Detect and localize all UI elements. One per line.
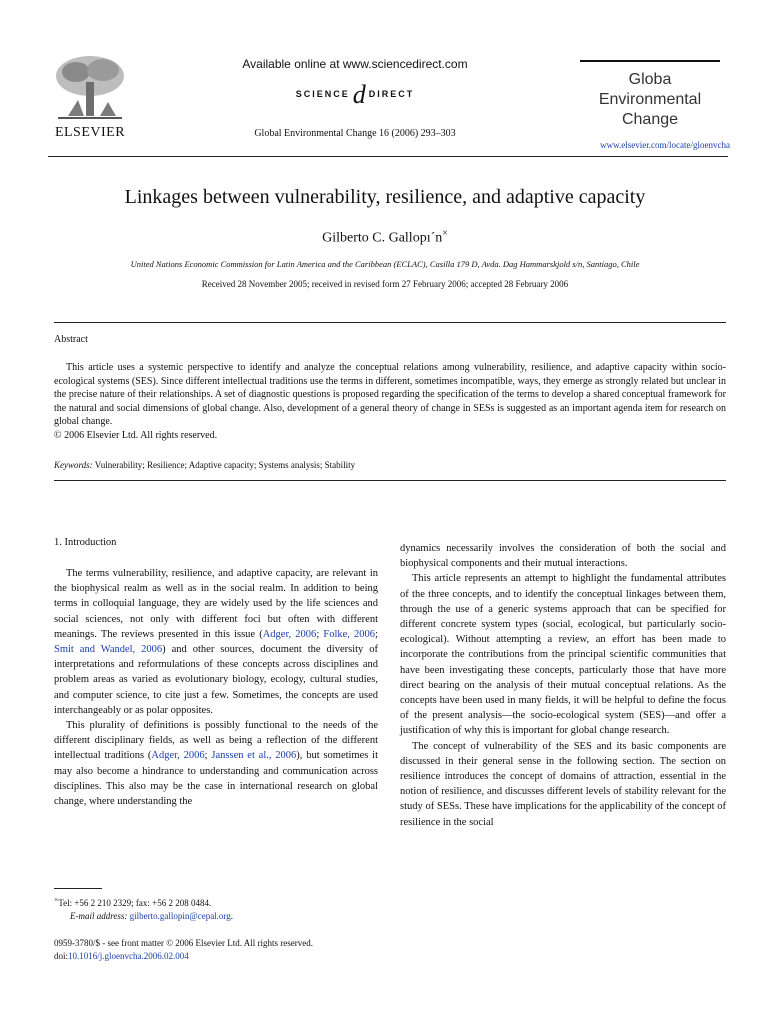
- citation-link[interactable]: Smit and Wandel, 2006: [54, 644, 163, 656]
- paragraph: This article represents an attempt to highlight the fundamental attributes of the three concepts, and to identify the conceptual linkages between them, through the use of a generic systems approach that can be specified for different concrete system types (social, ecological, but particularly socio-ecological). Without attempting a review, an effort has been made to incorporate the contributions from the principal scientific communities that have been investigating these concepts, particularly those that have more direct bearing on the analysis of their mutual conceptual relations. As the concepts have been used in many fields, it will be helpful to define the focus of the present analysis—the socio-ecological system (SES)—and offer a justification of why this is important for global change research.: [400, 573, 726, 737]
- citation-separator: ;: [375, 628, 378, 640]
- doi-line: [54, 950, 454, 963]
- column-left: [54, 566, 378, 809]
- abstract-copyright: © 2006 Elsevier Ltd. All rights reserved.: [54, 430, 218, 441]
- doi-link[interactable]: 10.1016/j.gloenvcha.2006.02.004: [68, 951, 189, 961]
- paragraph: dynamics necessarily involves the consideration of both the social and biophysical components and their mutual interactions.: [400, 543, 726, 570]
- received-dates: Received 28 November 2005; received in revised form 27 February 2006; accepted 28 February 2006: [201, 279, 569, 289]
- footnote-contact: [54, 893, 378, 910]
- journal-brand: [580, 60, 720, 130]
- issn-line: 0959-3780/$ - see front matter © 2006 Elsevier Ltd. All rights reserved.: [54, 938, 314, 948]
- paragraph: The concept of vulnerability of the SES and its basic components are discussed in their general sense in the following section. The section on resilience introduces the concept of domains of attraction, essential in the notion of resilience, and discusses different levels of stability relevant for the study of SESs. These have implications for the applicability of the concept of resilience in the social: [400, 740, 726, 828]
- keywords: [54, 460, 726, 470]
- footnote-mark: ×: [54, 895, 59, 904]
- email-label: E-mail address:: [70, 911, 128, 921]
- journal-citation: Global Environmental Change 16 (2006) 293–303: [254, 128, 456, 139]
- sciencedirect-at-icon: d: [352, 80, 366, 109]
- journal-url-link[interactable]: www.elsevier.com/locate/gloenvcha: [600, 140, 730, 150]
- paragraph-text: The terms vulnerability, resilience, and adaptive capacity, are relevant in the biophysical realm as well as in the social realm. In addition to being terms in colloquial language, they are widely used by the life sciences and social sciences, not only with different foci but often with different meanings. The reviews presented in this issue (: [54, 568, 378, 640]
- citation-separator: ;: [204, 750, 212, 762]
- doi-label: doi:: [54, 951, 69, 961]
- email-link[interactable]: gilberto.gallopin@cepal.org: [129, 911, 231, 921]
- paragraph: [54, 718, 378, 809]
- author-affiliation: United Nations Economic Commission for Latin America and the Caribbean (ECLAC), Casilla 179 D, Avda. Dag Hammarskjold s/n, Santiago, Chile: [130, 259, 640, 269]
- citation-link[interactable]: Adger, 2006: [262, 628, 317, 640]
- brand-line-2: Environmental: [598, 91, 702, 108]
- header-rule: [48, 156, 728, 157]
- paragraph-text: This plurality of definitions is possibly functional to the needs of the different disciplinary fields, as well as being a reflection of the different intellectual traditions (: [54, 720, 378, 762]
- section-heading-introduction: 1. Introduction: [54, 537, 117, 548]
- paragraph-text: ) and other sources, document the diversity of interpretations and reformulations of these concepts across disciplines and problem areas as varied as evolutionary biology, ecology, cultural studies, and computer science, to cite just a few. Sometimes, the concepts are used interchangeably or as polar opposites.: [54, 644, 378, 716]
- sciencedirect-logo: [180, 80, 530, 110]
- paragraph-text: ), but sometimes it may also become a hindrance to understanding and communication across disciplines. This also may be the case in international research on global change, where understanding the: [54, 750, 378, 808]
- article-title: Linkages between vulnerability, resilience, and adaptive capacity: [124, 186, 646, 208]
- abstract-body: [54, 361, 726, 429]
- brand-line-3: Change: [621, 111, 679, 128]
- abstract-heading: Abstract: [54, 334, 88, 345]
- sciencedirect-left: SCIENCE: [295, 89, 350, 99]
- footnote-email-line: [54, 910, 378, 923]
- author-name: Gilberto C. Gallopı´n: [322, 230, 443, 246]
- footnote: [54, 893, 378, 923]
- citation-link[interactable]: Adger, 2006: [151, 750, 205, 762]
- author-footnote-mark[interactable]: ×: [442, 228, 448, 239]
- sciencedirect-right: DIRECT: [368, 89, 415, 99]
- abstract-bottom-rule: [54, 480, 726, 481]
- column-right: [400, 541, 726, 830]
- abstract-top-rule: [54, 322, 726, 323]
- citation-link[interactable]: Janssen et al., 2006: [211, 750, 297, 762]
- citation-separator: ;: [316, 628, 324, 640]
- keywords-label: Keywords:: [54, 460, 93, 470]
- keywords-list: Vulnerability; Resilience; Adaptive capacity; Systems analysis; Stability: [94, 460, 356, 470]
- publisher-name: ELSEVIER: [54, 125, 126, 140]
- front-matter: [54, 937, 454, 963]
- brand-line-1: Globa: [628, 71, 672, 88]
- paragraph: [54, 566, 378, 718]
- email-end: .: [230, 911, 234, 921]
- available-online: Available online at www.sciencedirect.com: [242, 57, 468, 71]
- citation-link[interactable]: Folke, 2006: [323, 628, 376, 640]
- footnote-rule: [54, 888, 102, 889]
- article-author: [40, 228, 730, 247]
- footnote-tel: Tel: +56 2 210 2329; fax: +56 2 208 0484.: [58, 898, 212, 908]
- abstract-text: This article uses a systemic perspective to identify and analyze the conceptual relations among vulnerability, resilience, and adaptive capacity within socio-ecological systems (SES). Since different intellectual traditions use the terms in different, sometimes incompatible, ways, they emerge as strongly related but unclear in the precise nature of their relationships. A set of diagnostic questions is proposed regarding the specification of the terms to develop a shared conceptual framework for the natural and social dimensions of global change. Also, development of a general theory of change in SESs is suggested as an important agenda item for research on global change.: [54, 362, 726, 427]
